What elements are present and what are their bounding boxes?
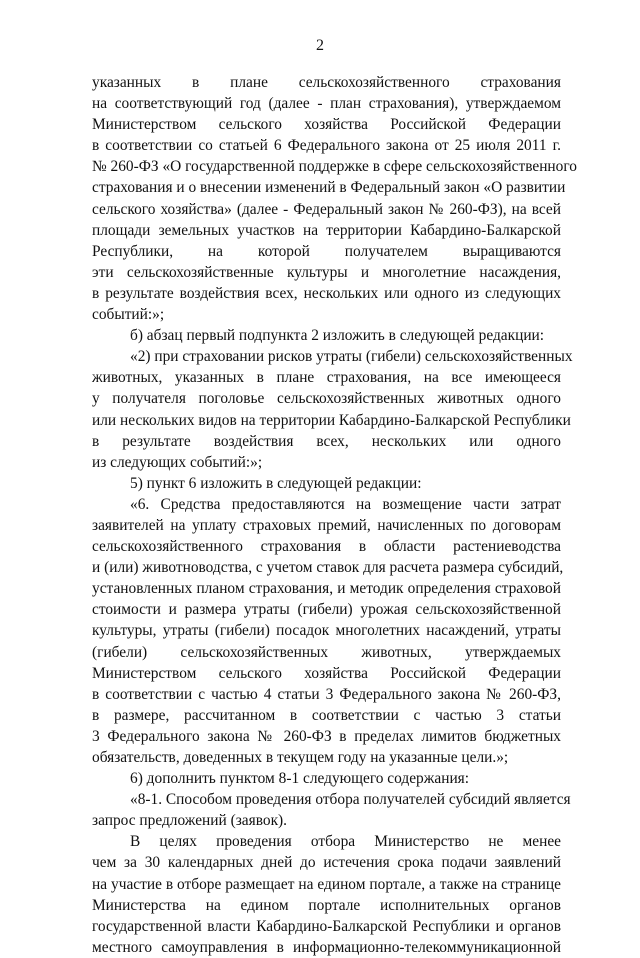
- text-line: в соответствии с частью 4 статьи 3 Федерального закона № 260-ФЗ,: [92, 685, 561, 703]
- text-line: «6. Средства предоставляются на возмещение части затрат: [130, 495, 561, 513]
- text-line: на соответствующий год (далее - план страхования), утверждаемом: [92, 95, 561, 113]
- text-line: государственной власти Кабардино-Балкарской Республики и органов: [92, 917, 561, 935]
- text-line: Республики, на которой получателем выращиваются: [92, 242, 561, 260]
- text-line: запрос предложений (заявок).: [92, 812, 288, 830]
- text-line: указанных в плане сельскохозяйственного страхования: [92, 74, 561, 91]
- text-line: № 260-ФЗ «О государственной поддержке в сфере сельскохозяйственного: [92, 158, 577, 176]
- text-line: 5) пункт 6 изложить в следующей редакции:: [130, 474, 422, 492]
- text-line: Министерством сельского хозяйства Российской Федерации: [92, 664, 561, 682]
- text-line: 3 Федерального закона № 260-ФЗ в пределах лимитов бюджетных: [92, 727, 561, 745]
- text-line: у получателя поголовье сельскохозяйственных животных одного: [92, 390, 561, 408]
- text-line: Министерства на едином портале исполнительных органов: [92, 896, 561, 914]
- text-line: в результате воздействия всех, нескольких или одного: [92, 432, 561, 450]
- text-line: сельского хозяйства» (далее - Федеральный закон № 260-ФЗ), на всей: [92, 200, 561, 218]
- text-line: или нескольких видов на территории Кабардино-Балкарской Республики: [92, 411, 571, 429]
- text-line: стоимости и размера утраты (гибели) урожая сельскохозяйственной: [92, 601, 561, 619]
- text-line: «8-1. Способом проведения отбора получателей субсидий является: [130, 791, 571, 809]
- text-line: и (или) животноводства, с учетом ставок для расчета размера субсидий,: [92, 559, 564, 577]
- document-body: [92, 72, 577, 958]
- text-line: в соответствии со статьей 6 Федерального закона от 25 июля 2011 г.: [92, 137, 561, 155]
- text-line: сельскохозяйственного страхования в области растениеводства: [92, 538, 561, 556]
- text-line: 6) дополнить пунктом 8-1 следующего содержания:: [130, 770, 470, 788]
- text-line: «2) при страховании рисков утраты (гибели) сельскохозяйственных: [130, 348, 573, 366]
- text-line: эти сельскохозяйственные культуры и многолетние насаждения,: [92, 263, 561, 281]
- text-line: из следующих событий:»;: [92, 453, 263, 471]
- text-line: чем за 30 календарных дней до истечения срока подачи заявлений: [92, 854, 561, 872]
- text-line: площади земельных участков на территории Кабардино-Балкарской: [92, 221, 561, 239]
- text-line: (гибели) сельскохозяйственных животных, утверждаемых: [92, 643, 561, 661]
- text-line: установленных планом страхования, и методик определения страховой: [92, 580, 561, 598]
- text-line: событий:»;: [92, 306, 165, 324]
- text-line: на участие в отборе размещает на едином портале, а также на странице: [92, 875, 561, 893]
- page-number: 2: [316, 37, 324, 54]
- text-line: обязательств, доведенных в текущем году на указанные цели.»;: [92, 749, 509, 766]
- text-line: в результате воздействия всех, нескольких или одного из следующих: [92, 284, 561, 302]
- text-line: культуры, утраты (гибели) посадок многолетних насаждений, утраты: [92, 622, 561, 640]
- text-line: Министерством сельского хозяйства Российской Федерации: [92, 116, 561, 134]
- text-line: В целях проведения отбора Министерство не менее: [130, 833, 561, 851]
- text-line: страхования и о внесении изменений в Федеральный закон «О развитии: [92, 179, 566, 197]
- text-line: б) абзац первый подпункта 2 изложить в следующей редакции:: [130, 327, 545, 345]
- text-line: животных, указанных в плане страхования, на все имеющееся: [92, 369, 561, 387]
- text-line: заявителей на уплату страховых премий, начисленных по договорам: [92, 516, 561, 534]
- text-line: в размере, рассчитанном в соответствии с частью 3 статьи: [92, 706, 561, 724]
- text-line: местного самоуправления в информационно-телекоммуникационной: [92, 938, 561, 956]
